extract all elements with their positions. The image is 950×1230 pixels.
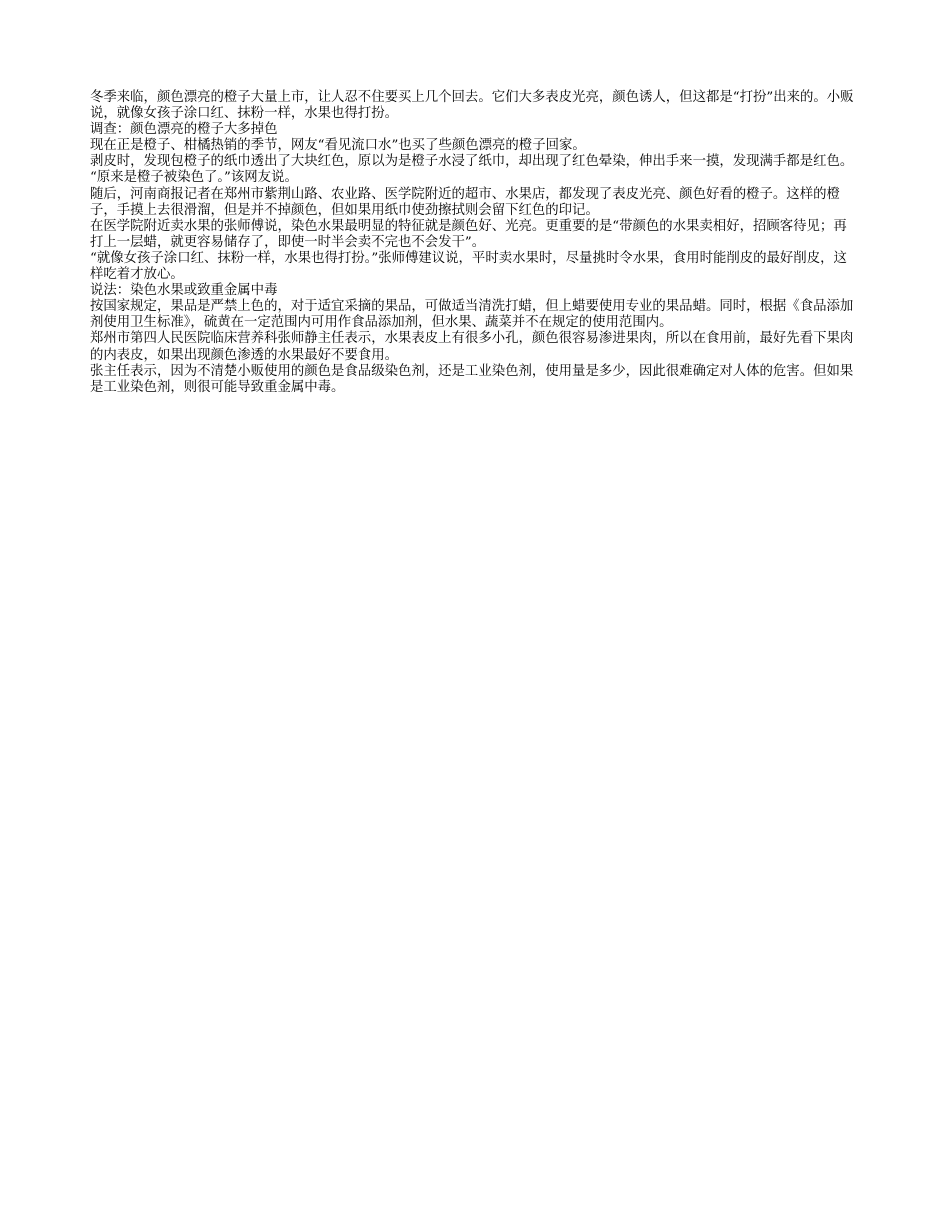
- body-paragraph: 张主任表示，因为不清楚小贩使用的颜色是食品级染色剂，还是工业染色剂，使用量是多少，因此很难确定对人体的危害。但如果是工业染色剂，则很可能导致重金属中毒。: [90, 363, 854, 395]
- quote-paragraph: “原来是橙子被染色了。”该网友说。: [90, 170, 298, 186]
- intro-paragraph: 冬季来临，颜色漂亮的橙子大量上市，让人忍不住要买上几个回去。它们大多表皮光亮，颜色诱人，但这都是“打扮”出来的。小贩说，就像女孩子涂口红、抹粉一样，水果也得打扮。: [90, 90, 854, 122]
- quote-paragraph: “就像女孩子涂口红、抹粉一样，水果也得打扮。”张师傅建议说，平时卖水果时，尽量挑时令水果，食用时能削皮的最好削皮，这样吃着才放心。: [90, 250, 847, 283]
- article-body: [90, 90, 860, 396]
- body-paragraph: 郑州市第四人民医院临床营养科张师静主任表示，水果表皮上有很多小孔，颜色很容易渗进果肉，所以在食用前，最好先看下果肉的内表皮，如果出现颜色渗透的水果最好不要食用。: [90, 331, 854, 363]
- body-paragraph: 在医学院附近卖水果的张师傅说，染色水果最明显的特征就是颜色好、光亮。更重要的是“带颜色的水果卖相好，招顾客待见；再打上一层蜡，就更容易储存了，即使一时半会卖不完也不会发干”。: [90, 218, 847, 250]
- section-heading-investigation: 调查：颜色漂亮的橙子大多掉色: [90, 122, 278, 138]
- body-paragraph: 剥皮时，发现包橙子的纸巾透出了大块红色，原以为是橙子水浸了纸巾，却出现了红色晕染，伸出手来一摸，发现满手都是红色。: [90, 154, 854, 170]
- body-paragraph: 随后，河南商报记者在郑州市紫荆山路、农业路、医学院附近的超市、水果店，都发现了表皮光亮、颜色好看的橙子。这样的橙子，手摸上去很滑溜，但是并不掉颜色，但如果用纸巾使劲擦拭则会留下红色的印记。: [90, 186, 840, 218]
- body-paragraph: 现在正是橙子、柑橘热销的季节，网友“看见流口水”也买了些颜色漂亮的橙子回家。: [90, 138, 586, 154]
- section-heading-explanation: 说法：染色水果或致重金属中毒: [90, 283, 278, 299]
- body-paragraph: 按国家规定，果品是严禁上色的，对于适宜采摘的果品，可做适当清洗打蜡，但上蜡要使用专业的果品蜡。同时，根据《食品添加剂使用卫生标准》，硫黄在一定范围内可用作食品添加剂，但水果、蔬菜并不在规定的使用范围内。: [90, 299, 854, 331]
